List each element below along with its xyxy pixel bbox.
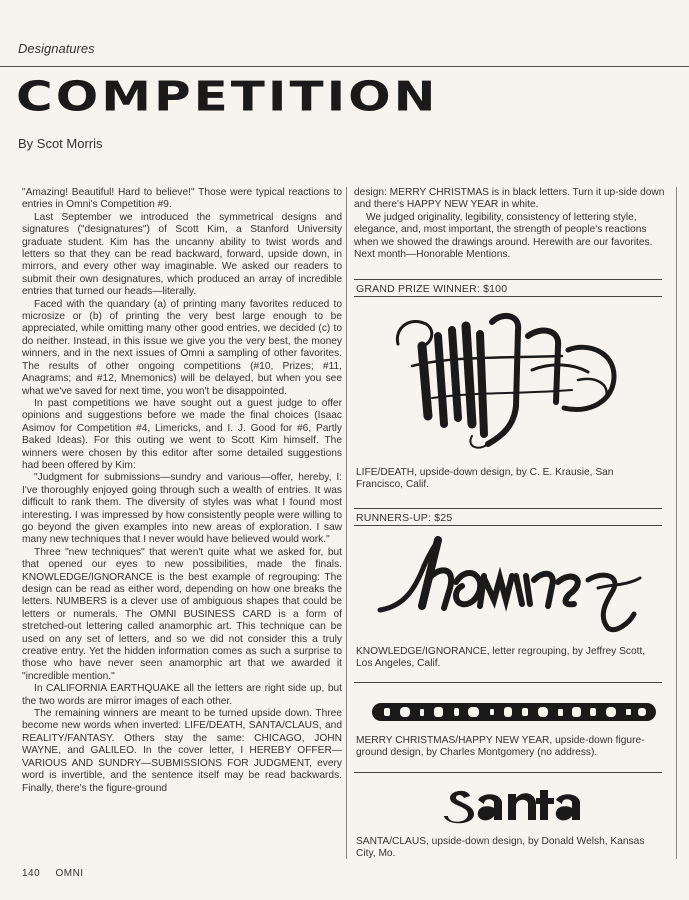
magazine-name: OMNI bbox=[55, 868, 84, 879]
rule bbox=[354, 508, 662, 509]
page-title: COMPETITION bbox=[16, 72, 439, 121]
right-column-intro bbox=[354, 187, 666, 261]
rule bbox=[354, 279, 662, 280]
body-paragraph: In CALIFORNIA EARTHQUAKE all the letters are right side up, but the two words are mirror images of each other. bbox=[22, 683, 342, 707]
body-paragraph: design: MERRY CHRISTMAS is in black letters. Turn it up-side down and there's HAPPY NEW YEAR in white. bbox=[354, 187, 665, 211]
rule bbox=[354, 525, 662, 526]
body-paragraph: The remaining winners are meant to be turned upside down. Three become new words when inverted: LIFE/DEATH, SANTA/CLAUS, and REALITY/FANTASY. Others stay the same: CHICAGO, JOHN WAYNE, and GALILEO. In the cover letter, I HEREBY OFFER—VARIOUS AND SUNDRY—SUBMISSIONS FOR JUDGMENT, every word is invertible, and the sentence itself may be read backwards. Finally, there's the figure-ground bbox=[22, 708, 342, 794]
runners-up-heading: RUNNERS-UP: $25 bbox=[356, 512, 453, 524]
right-edge-rule bbox=[676, 187, 677, 859]
runner-up-caption: KNOWLEDGE/IGNORANCE, letter regrouping, by Jeffrey Scott, Los Angeles, Calif. bbox=[356, 646, 646, 670]
body-paragraph: Last September we introduced the symmetrical designs and signatures ("designatures") of Scott Kim, a Stanford University graduate student. Kim has the uncanny ability to twist words and letters so that they can be read backward, forward, upside down, in mirrors, and every other way imaginable. We asked our readers to submit their own designatures, which produced an array of incredible entries that turned our heads—literally. bbox=[22, 211, 342, 298]
grand-prize-heading: GRAND PRIZE WINNER: $100 bbox=[356, 283, 508, 295]
rule bbox=[354, 682, 662, 683]
section-label: Designatures bbox=[18, 41, 95, 56]
body-paragraph: In past competitions we have sought out a guest judge to offer opinions and suggestions before we made the final choices (Isaac Asimov for Competition #4, Limericks, and I. J. Good for #6, Partly Baked Ideas). For this outing we went to Scott Kim himself. The winners were chosen by this editor after some detailed suggestions had been offered by Kim: bbox=[22, 397, 342, 471]
column-divider bbox=[346, 187, 347, 859]
runner-up-caption: MERRY CHRISTMAS/HAPPY NEW YEAR, upside-down figure-ground design, by Charles Montgomery (no address). bbox=[356, 735, 645, 759]
life-death-designature bbox=[392, 306, 632, 452]
body-paragraph: "Amazing! Beautiful! Hard to believe!" Those were typical reactions to entries in Omni's Competition #9. bbox=[22, 187, 342, 211]
top-rule bbox=[0, 66, 689, 67]
body-paragraph: We judged originality, legibility, consistency of lettering style, elegance, and, most important, the strength of people's reactions when we showed the drawings around. Herewith are our favorites. Next month—Honorable Mentions. bbox=[354, 211, 653, 261]
rule bbox=[354, 772, 662, 773]
page-number: 140 bbox=[22, 868, 41, 879]
knowledge-ignorance-designature bbox=[376, 536, 646, 636]
rule bbox=[354, 296, 662, 297]
santa-claus-designature bbox=[444, 786, 584, 826]
merry-christmas-designature bbox=[370, 700, 658, 724]
body-paragraph: "Judgment for submissions—sundry and various—offer, hereby, I: I've thoroughly enjoyed going through such a wealth of entries. It was difficult to rank them. The diversity of styles was what I found most interesting. I was impressed by how consistently people were willing to go beyond the given examples into new areas of exploration. I saw many new techniques that I never would have believed would work." bbox=[22, 472, 342, 546]
grand-prize-caption: LIFE/DEATH, upside-down design, by C. E. Krausie, San Francisco, Calif. bbox=[356, 467, 614, 491]
runner-up-caption: SANTA/CLAUS, upside-down design, by Donald Welsh, Kansas City, Mo. bbox=[356, 836, 645, 860]
left-column bbox=[22, 187, 342, 795]
body-paragraph: Three "new techniques" that weren't quite what we asked for, but that opened our eyes to new possibilities, made the finals. KNOWLEDGE/IGNORANCE is the best example of regrouping: The design can be read as either word, depending on how one breaks the letters. NUMBERS is a clever use of ambiguous shapes that could be letters or numerals. The OMNI BUSINESS CARD is a form of stretched-out lettering called anamorphic art. This technique can be used on any set of letters, and so we did not consider this a truly creative entry. Yet the hidden information comes as such a surprise to those who have never seen anamorphic art that we awarded it "incredible mention." bbox=[22, 546, 342, 682]
byline: By Scot Morris bbox=[18, 136, 103, 151]
body-paragraph: Faced with the quandary (a) of printing many favorites reduced to microsize or (b) of printing the very best large enough to be appreciated, while omitting many other good entries, we decided (c) to do neither. Instead, in this issue we give you the very best, the money winners, and in the next issues of Omni a sampling of other favorites. The results of other ongoing competitions (#10, Prizes; #11, Anagrams; and #12, Mnemonics) will be delayed, but when you see what we've saved for next time, you won't be disappointed. bbox=[22, 298, 342, 397]
page-footer bbox=[22, 868, 96, 879]
